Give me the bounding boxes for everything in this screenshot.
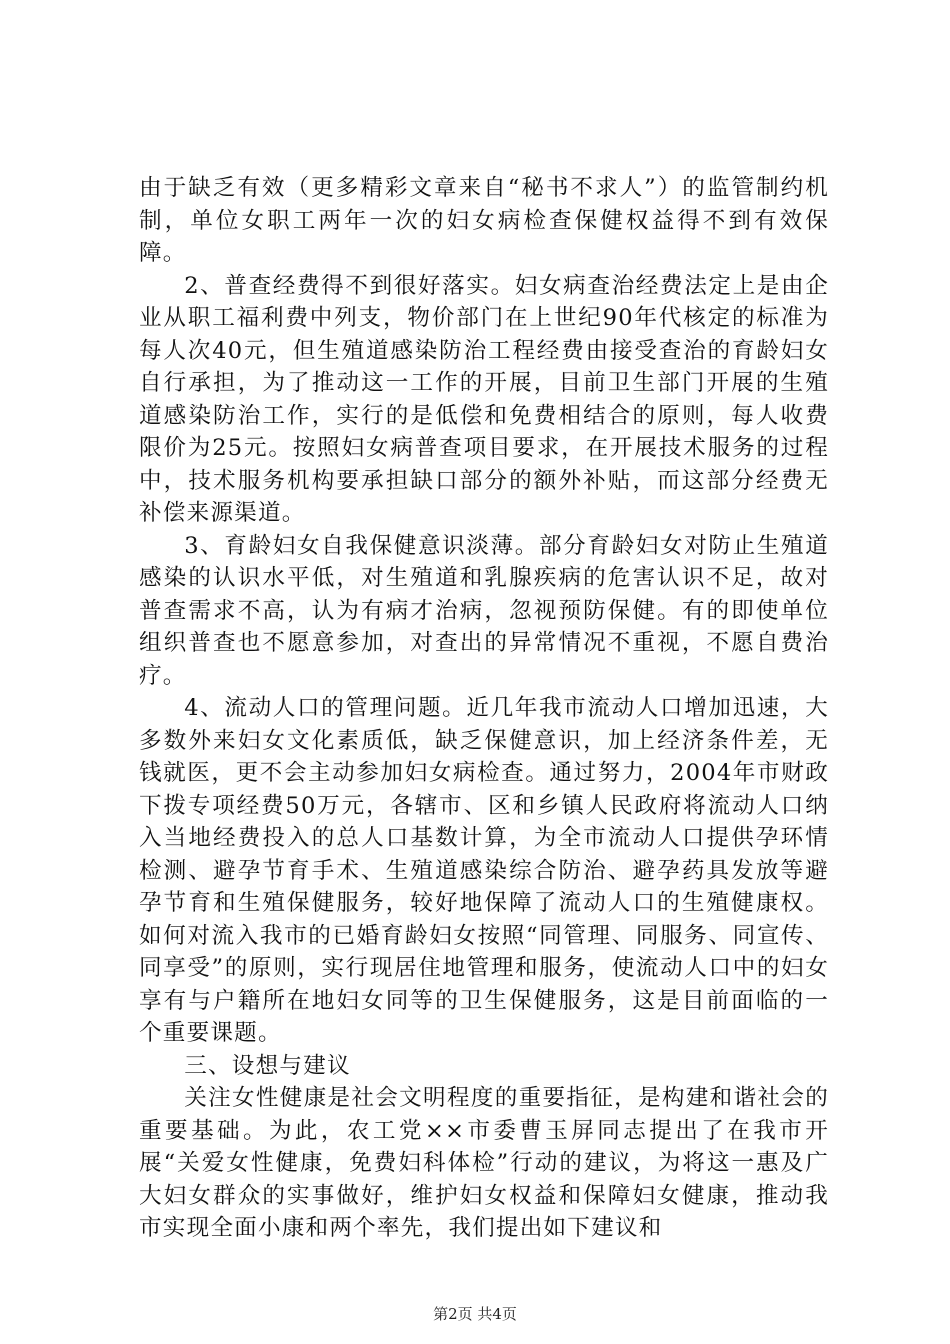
paragraph-continuation: 由于缺乏有效（更多精彩文章来自“秘书不求人”）的监管制约机制，单位女职工两年一次的妇女病检查保健权益得不到有效保障。 <box>139 175 829 266</box>
paragraph-suggestions: 关注女性健康是社会文明程度的重要指征，是构建和谐社会的重要基础。为此，农工党××市委曹玉屏同志提出了在我市开展“关爱女性健康，免费妇科体检”行动的建议，为将这一惠及广大妇女群众的实事做好，维护妇女权益和保障妇女健康，推动我市实现全面小康和两个率先，我们提出如下建议和 <box>139 1085 829 1241</box>
document-body <box>139 172 829 1245</box>
section-heading: 三、设想与建议 <box>184 1052 351 1079</box>
paragraph-item-3: 3、育龄妇女自我保健意识淡薄。部分育龄妇女对防止生殖道感染的认识水平低，对生殖道和乳腺疾病的危害认识不足，故对普查需求不高，认为有病才治病，忽视预防保健。有的即使单位组织普查也不愿意参加，对查出的异常情况不重视，不愿自费治疗。 <box>139 532 829 689</box>
paragraph-item-2: 2、普查经费得不到很好落实。妇女病查治经费法定上是由企业从职工福利费中列支，物价部门在上世纪90年代核定的标准为每人次40元，但生殖道感染防治工程经费由接受查治的育龄妇女自行承担，为了推动这一工作的开展，目前卫生部门开展的生殖道感染防治工作，实行的是低偿和免费相结合的原则，每人收费限价为25元。按照妇女病普查项目要求，在开展技术服务的过程中，技术服务机构要承担缺口部分的额外补贴，而这部分经费无补偿来源渠道。 <box>139 272 829 526</box>
page-footer: 第2页 共4页 <box>433 1305 517 1323</box>
paragraph-item-4: 4、流动人口的管理问题。近几年我市流动人口增加迅速，大多数外来妇女文化素质低，缺乏保健意识，加上经济条件差，无钱就医，更不会主动参加妇女病检查。通过努力，2004年市财政下拨专项经费50万元，各辖市、区和乡镇人民政府将流动人口纳入当地经费投入的总人口基数计算，为全市流动人口提供孕环情检测、避孕节育手术、生殖道感染综合防治、避孕药具发放等避孕节育和生殖保健服务，较好地保障了流动人口的生殖健康权。如何对流入我市的已婚育龄妇女按照“同管理、同服务、同宣传、同享受”的原则，实行现居住地管理和服务，使流动人口中的妇女享有与户籍所在地妇女同等的卫生保健服务，这是目前面临的一个重要课题。 <box>139 695 829 1046</box>
